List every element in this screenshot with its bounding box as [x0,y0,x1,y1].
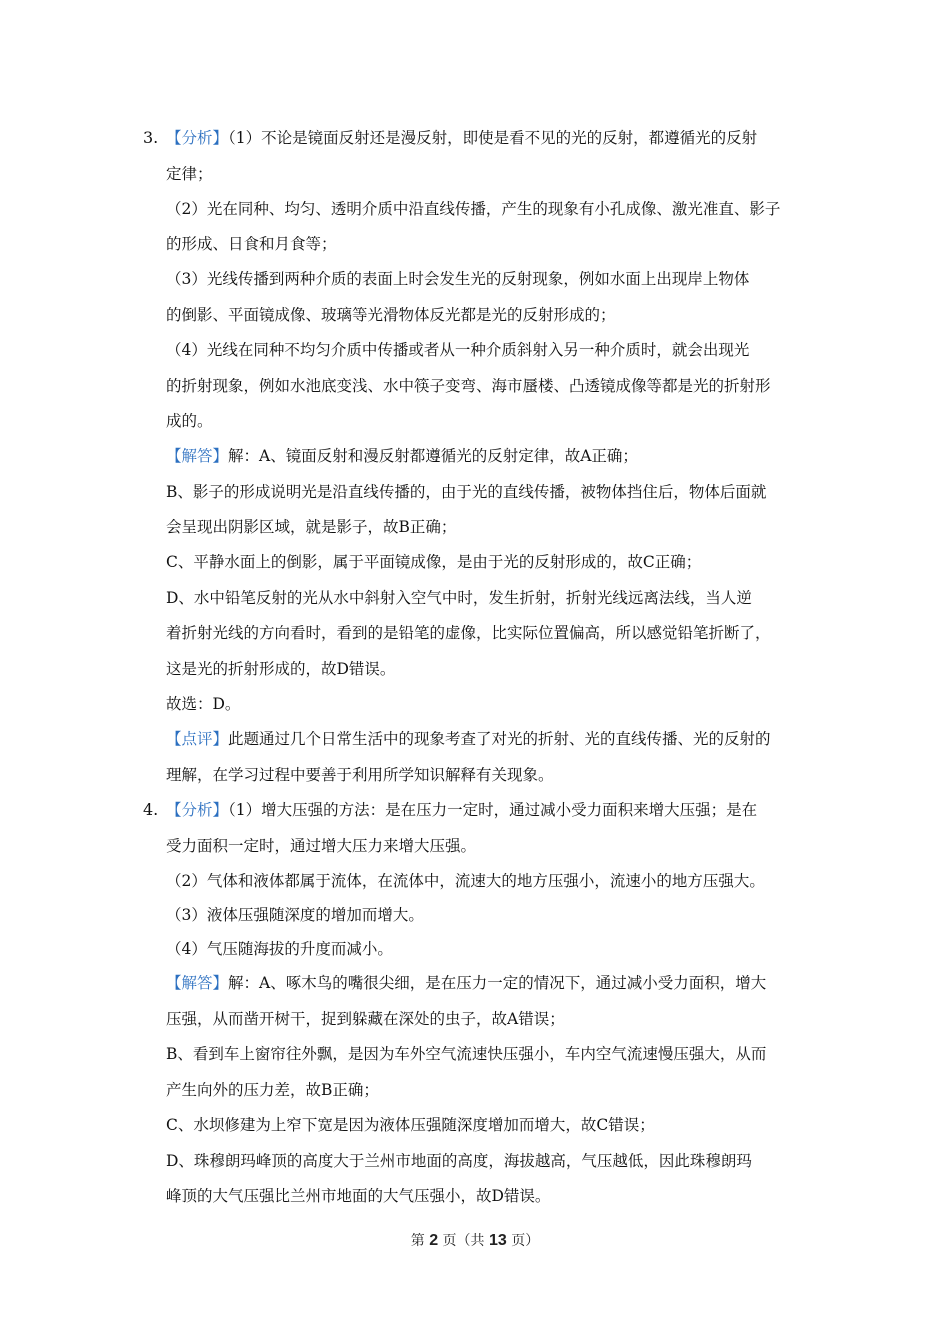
q3-comment-line-2: 理解，在学习过程中要善于利用所学知识解释有关现象。 [166,766,554,784]
q3-analysis-line-9: 成的。 [166,412,213,430]
page-footer: 第 2 页（共 13 页） [410,1232,540,1249]
q4-answer-line-7: 峰顶的大气压强比兰州市地面的大气压强小，故D错误。 [166,1187,551,1205]
q4-answer-line-5: C、水坝修建为上窄下宽是因为液体压强随深度增加而增大，故C错误； [166,1116,655,1134]
q4-analysis-line-2: 受力面积一定时，通过增大压力来增大压强。 [166,837,477,855]
q3-answer-line-4: C、平静水面上的倒影，属于平面镜成像，是由于光的反射形成的，故C正确； [166,553,702,571]
question-4-number: 4. [143,800,159,819]
q3-analysis-line-4: 的形成、日食和月食等； [166,235,337,253]
analysis-tag: 【分析】 [166,801,229,819]
q3-comment-line-1: 【点评】此题通过几个日常生活中的现象考查了对光的折射、光的直线传播、光的反射的 [166,730,771,748]
q4-analysis-line-5: （4）气压随海拔的升度而减小。 [166,940,393,958]
q4-answer-line-1: 【解答】解：A、啄木鸟的嘴很尖细，是在压力一定的情况下，通过减小受力面积，增大 [166,974,767,992]
question-3-number: 3. [143,128,159,147]
q3-answer-line-1: 【解答】解：A、镜面反射和漫反射都遵循光的反射定律，故A正确； [166,447,638,465]
q3-answer-line-3: 会呈现出阴影区域，就是影子，故B正确； [166,518,457,536]
q4-answer-line-4: 产生向外的压力差，故B正确； [166,1081,379,1099]
q3-analysis-line-7: （4）光线在同种不均匀介质中传播或者从一种介质斜射入另一种介质时，就会出现光 [166,341,750,359]
q4-answer-line-6: D、珠穆朗玛峰顶的高度大于兰州市地面的高度，海拔越高，气压越低，因此珠穆朗玛 [166,1152,752,1170]
comment-tag: 【点评】 [166,730,229,748]
answer-tag: 【解答】 [166,447,229,465]
answer-tag: 【解答】 [166,974,229,992]
q4-analysis-line-4: （3）液体压强随深度的增加而增大。 [166,906,424,924]
q4-analysis-line-3: （2）气体和液体都属于流体，在流体中，流速大的地方压强小，流速小的地方压强大。 [166,872,765,890]
q3-analysis-line-6: 的倒影、平面镜成像、玻璃等光滑物体反光都是光的反射形成的； [166,306,616,324]
q3-analysis-line-1: 【分析】（1）不论是镜面反射还是漫反射，即使是看不见的光的反射，都遵循光的反射 [166,129,758,147]
q3-answer-line-2: B、影子的形成说明光是沿直线传播的，由于光的直线传播，被物体挡住后，物体后面就 [166,483,767,501]
q4-answer-line-3: B、看到车上窗帘往外飘，是因为车外空气流速快压强小，车内空气流速慢压强大，从而 [166,1045,767,1063]
q3-analysis-line-5: （3）光线传播到两种介质的表面上时会发生光的反射现象，例如水面上出现岸上物体 [166,270,750,288]
q3-answer-line-8: 故选：D。 [166,695,241,713]
q3-answer-line-5: D、水中铅笔反射的光从水中斜射入空气中时，发生折射，折射光线远离法线，当人逆 [166,589,752,607]
q3-analysis-line-8: 的折射现象，例如水池底变浅、水中筷子变弯、海市蜃楼、凸透镜成像等都是光的折射形 [166,377,771,395]
q4-analysis-line-1: 【分析】（1）增大压强的方法：是在压力一定时，通过减小受力面积来增大压强；是在 [166,801,758,819]
q3-analysis-line-3: （2）光在同种、均匀、透明介质中沿直线传播，产生的现象有小孔成像、激光准直、影子 [166,200,781,218]
q4-answer-line-2: 压强，从而凿开树干，捉到躲藏在深处的虫子，故A错误； [166,1010,565,1028]
q3-answer-line-6: 着折射光线的方向看时，看到的是铅笔的虚像，比实际位置偏高，所以感觉铅笔折断了， [166,624,771,642]
q3-answer-line-7: 这是光的折射形成的，故D错误。 [166,660,396,678]
page-number: 2 [429,1232,439,1249]
total-pages: 13 [489,1232,507,1249]
q3-analysis-line-2: 定律； [166,165,213,183]
analysis-tag: 【分析】 [166,129,229,147]
